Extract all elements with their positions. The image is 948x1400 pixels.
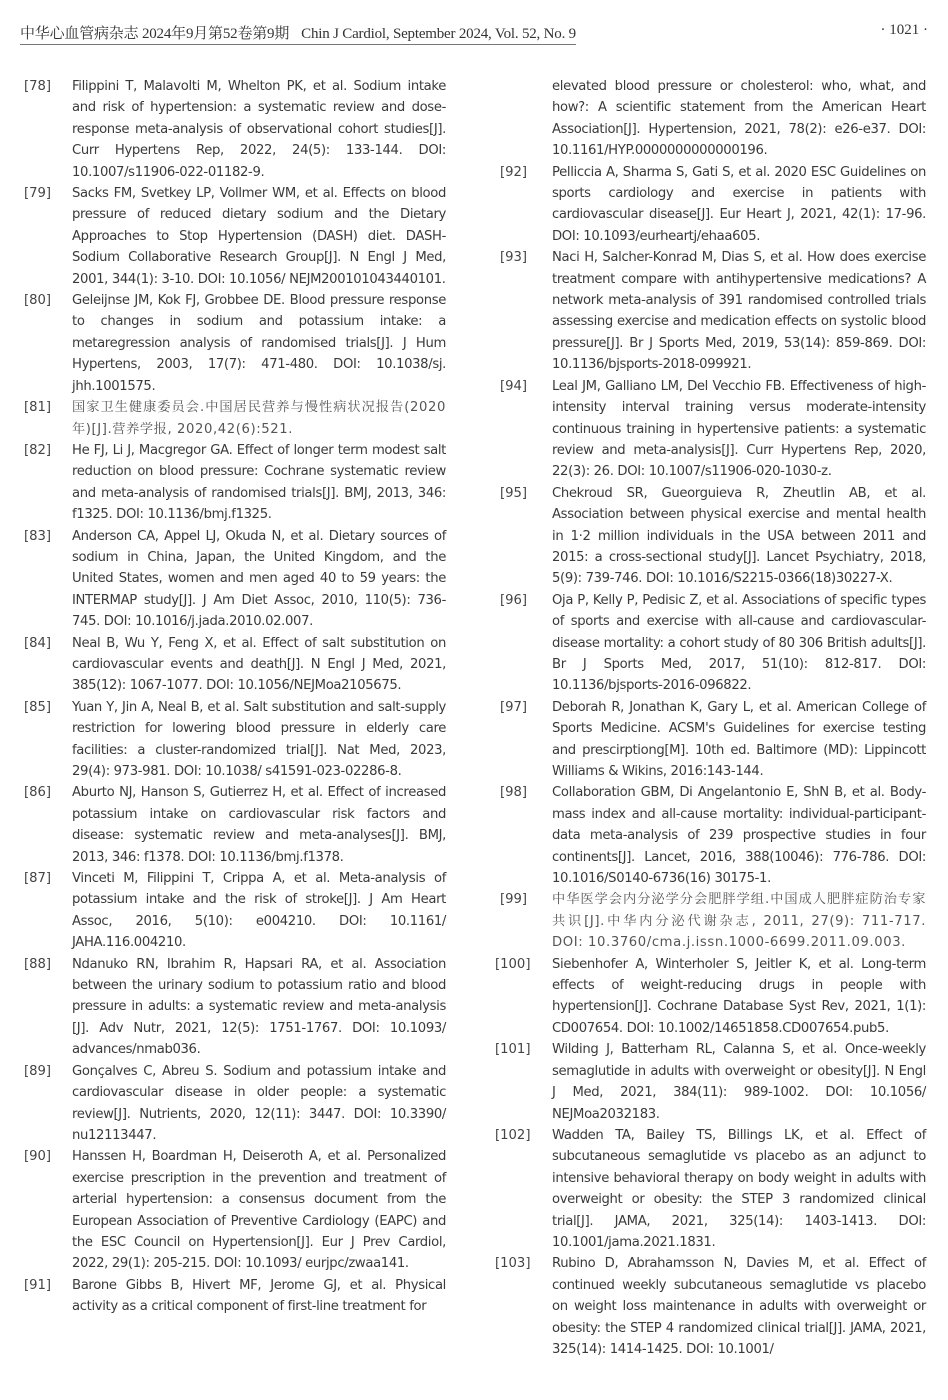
reference-item [500, 782, 926, 889]
reference-text: Rubino D, Abrahamsson N, Davies M, et al. Effect of continued weekly subcutaneous semaglutide vs placebo on weight loss maintenance in adults with overweight or obesity: the STEP 4 randomized clinical trial[J]. JAMA, 2021, 325(14): 1414-1425. DOI: 10.1001/ [552, 1256, 926, 1357]
reference-item [24, 1146, 446, 1274]
reference-text: Leal JM, Galliano LM, Del Vecchio FB. Effectiveness of high-intensity interval training versus moderate-intensity continuous training in hypertensive patients: a systematic review and meta-analysis[J]. Curr Hypertens Rep, 2020, 22(3): 26. DOI: 10.1007/s11906-020-1030-z. [552, 378, 926, 480]
reference-text: He FJ, Li J, Macgregor GA. Effect of longer term modest salt reduction on blood pressure: Cochrane systematic review and meta-analysis of randomised trials[J]. BMJ, 2013, 346: f1325. DOI: 10.1136/bmj.f1325. [72, 442, 446, 523]
journal-citation-header [20, 22, 576, 45]
reference-number: [93] [500, 250, 528, 266]
reference-number: [81] [24, 400, 52, 416]
reference-number: [80] [24, 293, 52, 309]
reference-text: Oja P, Kelly P, Pedisic Z, et al. Associations of specific types of sports and exercise with all-cause and cardiovascular-disease mortality: a cohort study of 80 306 British adults[J]. Br J Sports Med, 2017, 51(10): 812-817. DOI: 10.1136/bjsports-2016-096822. [552, 592, 926, 694]
reference-item [500, 376, 926, 483]
reference-item [500, 483, 926, 590]
reference-text: Wadden TA, Bailey TS, Billings LK, et al. Effect of subcutaneous semaglutide vs placebo as an adjunct to intensive behavioral therapy on body weight in adults with overweight or obesity: the STEP 3 randomized clinical trial[J]. JAMA, 2021, 325(14): 1403-1413. DOI: 10.1001/jama.2021.1831. [552, 1127, 926, 1250]
reference-number: [94] [500, 378, 528, 394]
reference-text: Anderson CA, Appel LJ, Okuda N, et al. Dietary sources of sodium in China, Japan, the United Kingdom, and the United States, women and men aged 40 to 59 years: the INTERMAP study[J]. J Am Diet Assoc, 2010, 110(5): 736-745. DOI: 10.1016/j.jada.2010.02.007. [72, 528, 446, 630]
reference-item [24, 868, 446, 954]
reference-item [500, 162, 926, 248]
reference-number: [85] [24, 699, 52, 715]
reference-text: Deborah R, Jonathan K, Gary L, et al. American College of Sports Medicine. ACSM's Guidelines for exercise testing and prescirptiong[M]. 10th ed. Baltimore (MD): Lippincott Williams & Wikins, 2016:143-144. [552, 699, 926, 779]
reference-number: [102] [495, 1127, 531, 1143]
reference-item [500, 697, 926, 783]
reference-text: Yuan Y, Jin A, Neal B, et al. Salt substitution and salt-supply restriction for lowering blood pressure in elderly care facilities: a cluster-randomized trial[J]. Nat Med, 2023, 29(4): 973-981. DOI: 10.1038/ s41591-023-02286-8. [72, 699, 446, 779]
reference-item [24, 782, 446, 868]
reference-text: Barone Gibbs B, Hivert MF, Jerome GJ, et al. Physical activity as a critical component of first-line treatment for [72, 1277, 446, 1315]
reference-item [500, 247, 926, 375]
reference-item [24, 633, 446, 697]
reference-text: Pelliccia A, Sharma S, Gati S, et al. 2020 ESC Guidelines on sports cardiology and exercise in patients with cardiovascular disease[J]. Eur Heart J, 2021, 42(1): 17-96. DOI: 10.1093/eurheartj/ehaa605. [552, 164, 926, 244]
reference-text: elevated blood pressure or cholesterol: who, what, and how?: A scientific statement from the American Heart Association[J]. Hypertension, 2021, 78(2): e26-e37. DOI: 10.1161/HYP.0000000000000196. [552, 79, 926, 159]
page-number: · 1021 · [880, 22, 928, 38]
reference-number: [82] [24, 442, 52, 458]
references-column-right [495, 76, 926, 1360]
reference-item [24, 1275, 446, 1318]
reference-text: Naci H, Salcher-Konrad M, Dias S, et al. How does exercise treatment compare with antihypertensive medications? A network meta-analysis of 391 randomised controlled trials assessing exercise and medication effects on systolic blood pressure[J]. Br J Sports Med, 2019, 53(14): 859-869. DOI: 10.1136/bjsports-2018-099921. [552, 250, 926, 373]
reference-number: [79] [24, 186, 52, 202]
reference-text: Aburto NJ, Hanson S, Gutierrez H, et al. Effect of increased potassium intake on cardiovascular risk factors and disease: systematic review and meta-analyses[J]. BMJ, 2013, 346: f1378. DOI: 10.1136/bmj.f1378. [72, 785, 446, 865]
reference-number: [98] [500, 785, 528, 801]
reference-item [24, 290, 446, 397]
reference-item [24, 697, 446, 783]
reference-item [495, 1039, 926, 1125]
reference-item [24, 526, 446, 633]
reference-number: [101] [495, 1042, 531, 1058]
reference-number: [95] [500, 485, 528, 501]
reference-item [495, 1125, 926, 1253]
journal-title-en: Chin J Cardiol, September 2024, Vol. 52, No. 9 [301, 26, 576, 42]
reference-number: [83] [24, 528, 52, 544]
reference-text: Gonçalves C, Abreu S. Sodium and potassium intake and cardiovascular disease in older people: a systematic review[J]. Nutrients, 2020, 12(11): 3447. DOI: 10.3390/ nu12113447. [72, 1063, 446, 1143]
reference-number: [99] [500, 892, 528, 908]
reference-text: 中华医学会内分泌学分会肥胖学组.中国成人肥胖症防治专家共识[J].中华内分泌代谢杂志, 2011, 27(9): 711-717. DOI: 10.3760/cma.j.issn.1000-6699.2011.09.003. [552, 892, 926, 951]
reference-number: [87] [24, 871, 52, 887]
reference-number: [88] [24, 956, 52, 972]
reference-text: Vinceti M, Filippini T, Crippa A, et al. Meta-analysis of potassium intake and the risk of stroke[J]. J Am Heart Assoc, 2016, 5(10): e004210. DOI: 10.1161/ JAHA.116.004210. [72, 871, 446, 951]
reference-text: Ndanuko RN, Ibrahim R, Hapsari RA, et al. Association between the urinary sodium to potassium ratio and blood pressure in adults: a systematic review and meta-analysis [J]. Adv Nutr, 2021, 12(5): 1751-1767. DOI: 10.1093/ advances/nmab036. [72, 956, 446, 1058]
reference-text: Chekroud SR, Gueorguieva R, Zheutlin AB, et al. Association between physical exercise and mental health in 1·2 million individuals in the USA between 2011 and 2015: a cross-sectional study[J]. Lancet Psychiatry, 2018, 5(9): 739-746. DOI: 10.1016/S2215-0366(18)30227-X. [552, 485, 926, 587]
reference-item [500, 76, 926, 162]
reference-item [24, 954, 446, 1061]
reference-item [24, 183, 446, 290]
reference-text: Geleijnse JM, Kok FJ, Grobbee DE. Blood pressure response to changes in sodium and potassium intake: a metaregression analysis of randomised trials[J]. J Hum Hypertens, 2003, 17(7): 471-480. DOI: 10.1038/sj. jhh.1001575. [72, 293, 446, 394]
reference-item [495, 954, 926, 1040]
reference-text: Hanssen H, Boardman H, Deiseroth A, et al. Personalized exercise prescription in the prevention and treatment of arterial hypertension: a consensus document from the European Association of Preventive Cardiology (EAPC) and the ESC Council on Hypertension[J]. Eur J Prev Cardiol, 2022, 29(1): 205-215. DOI: 10.1093/ eurjpc/zwaa141. [72, 1149, 446, 1272]
reference-item [495, 1253, 926, 1360]
reference-text: Filippini T, Malavolti M, Whelton PK, et al. Sodium intake and risk of hypertension: a systematic review and dose-response meta-analysis of observational cohort studies[J]. Curr Hypertens Rep, 2022, 24(5): 133-144. DOI: 10.1007/s11906-022-01182-9. [72, 79, 446, 180]
reference-number: [92] [500, 164, 528, 180]
reference-item [24, 76, 446, 183]
reference-number: [89] [24, 1063, 52, 1079]
reference-number: [84] [24, 635, 52, 651]
reference-text: Collaboration GBM, Di Angelantonio E, ShN B, et al. Body-mass index and all-cause mortality: individual-participant-data meta-analysis of 239 prospective studies in four continents[J]. Lancet, 2016, 388(10046): 776-786. DOI: 10.1016/S0140-6736(16) 30175-1. [552, 785, 926, 887]
reference-text: Neal B, Wu Y, Feng X, et al. Effect of salt substitution on cardiovascular events and death[J]. N Engl J Med, 2021, 385(12): 1067-1077. DOI: 10.1056/NEJMoa2105675. [72, 635, 446, 694]
reference-item [24, 397, 446, 440]
references-column-left [24, 76, 446, 1318]
running-header [20, 22, 928, 44]
reference-number: [78] [24, 79, 52, 94]
reference-item [500, 590, 926, 697]
reference-number: [91] [24, 1277, 52, 1293]
reference-item [24, 1061, 446, 1147]
reference-number: [100] [495, 956, 531, 972]
reference-text: Wilding J, Batterham RL, Calanna S, et al. Once-weekly semaglutide in adults with overweight or obesity[J]. N Engl J Med, 2021, 384(11): 989-1002. DOI: 10.1056/ NEJMoa2032183. [552, 1042, 926, 1122]
reference-number: [90] [24, 1149, 52, 1165]
journal-title-cn: 中华心血管病杂志 2024年9月第52卷第9期 [20, 26, 290, 42]
reference-number: [96] [500, 592, 528, 608]
reference-item [24, 440, 446, 526]
reference-number: [103] [495, 1256, 531, 1272]
reference-text: 国家卫生健康委员会.中国居民营养与慢性病状况报告(2020年)[J].营养学报, 2020,42(6):521. [72, 400, 446, 437]
reference-text: Sacks FM, Svetkey LP, Vollmer WM, et al. Effects on blood pressure of reduced dietary sodium and the Dietary Approaches to Stop Hypertension (DASH) diet. DASH-Sodium Collaborative Research Group[J]. N Engl J Med, 2001, 344(1): 3-10. DOI: 10.1056/ NEJM200101043440101. [72, 186, 446, 287]
reference-text: Siebenhofer A, Winterholer S, Jeitler K, et al. Long-term effects of weight-reducing drugs in people with hypertension[J]. Cochrane Database Syst Rev, 2021, 1(1): CD007654. DOI: 10.1002/14651858.CD007654.pub5. [552, 956, 926, 1036]
reference-number: [97] [500, 699, 528, 715]
reference-item [500, 889, 926, 953]
reference-number: [86] [24, 785, 52, 801]
